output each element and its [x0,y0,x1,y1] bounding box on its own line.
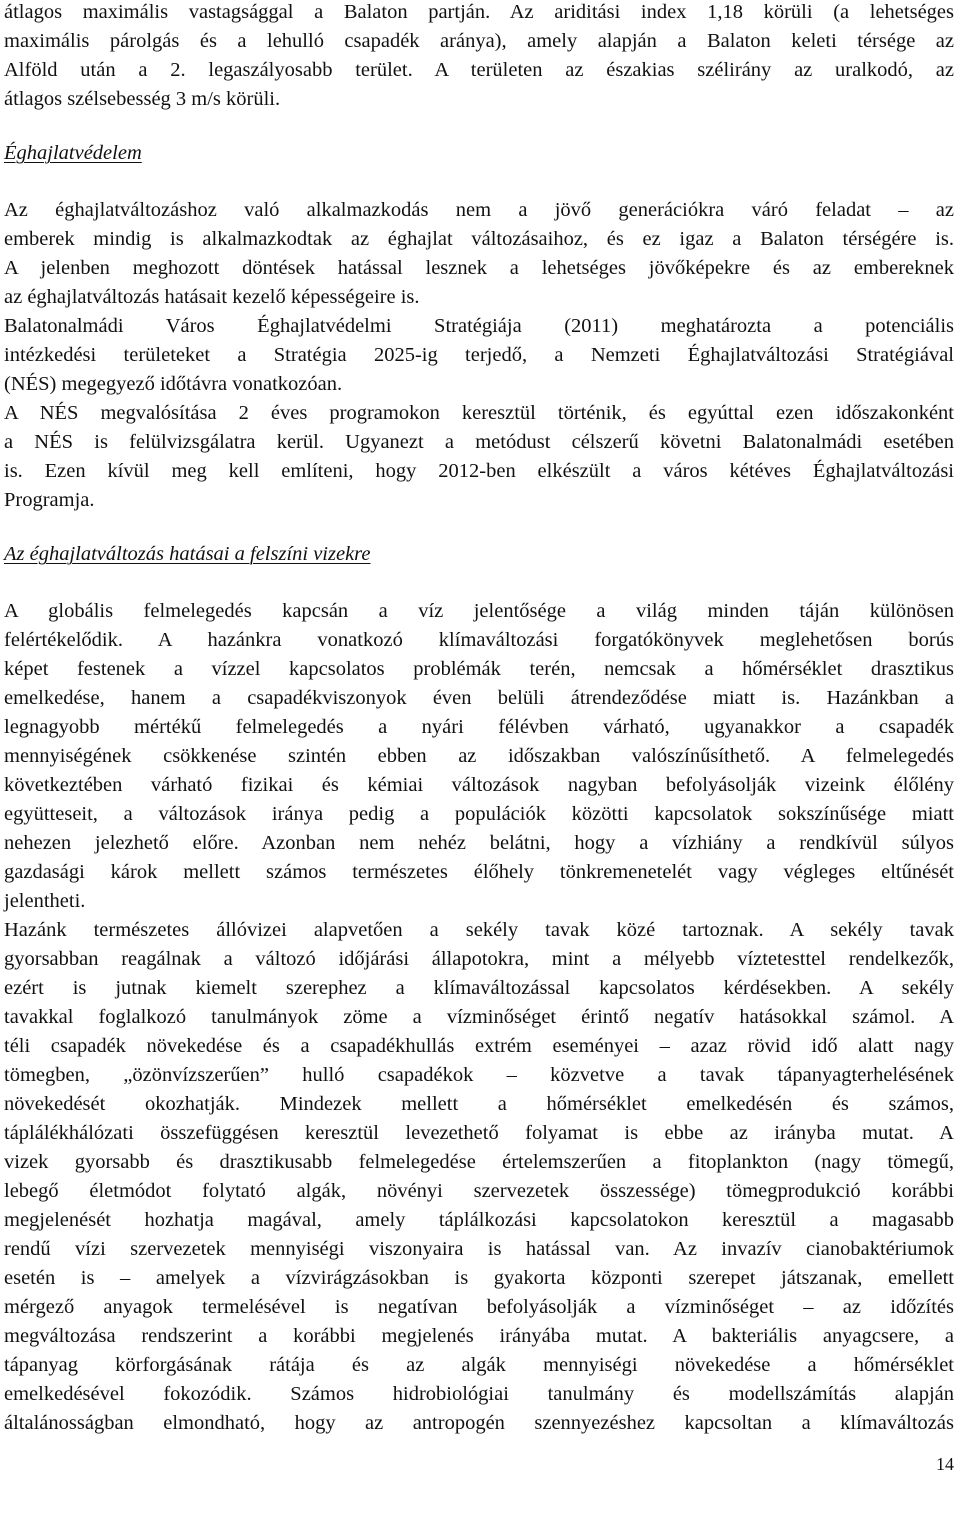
heading-text: Az éghajlatváltozás hatásai a felszíni vizekre [4,543,371,565]
text-line: nehezen jelezhető előre. Azonban nem nehéz belátni, hogy a vízhiány a rendkívül súlyos [4,832,954,854]
text-line: felértékelődik. A hazánkra vonatkozó klímaváltozási forgatókönyvek meglehetősen borús [4,629,954,651]
text-line: (NÉS) megegyező időtávra vonatkozóan. [4,373,343,395]
text-line: intézkedési területeket a Stratégia 2025-ig terjedő, a Nemzeti Éghajlatváltozási Stratégiával [4,344,954,366]
text-line: vizek gyorsabb és drasztikusabb felmelegedése értelemszerűen a fitoplankton (nagy tömegű, [4,1151,954,1173]
text-line: téli csapadék növekedése és a csapadékhullás extrém eseményei – azaz rövid idő alatt nagy [4,1035,954,1057]
text-line: rendű vízi szervezetek mennyiségi viszonyaira is hatással van. Az invazív cianobaktériumok [4,1238,954,1260]
text-line: gyorsabban reagálnak a változó időjárási állapotokra, mint a mélyebb víztetesttel rendelkezők, [4,948,954,970]
text-line: Az éghajlatváltozáshoz való alkalmazkodás nem a jövő generációkra váró feladat – az [4,199,954,221]
text-line: maximális párolgás és a lehulló csapadék aránya), amely alapján a Balaton keleti térsége az [4,30,954,52]
text-line: tápanyag körforgásának rátája és az algák mennyiségi növekedése a hőmérséklet [4,1354,954,1376]
text-line: jelentheti. [4,890,86,912]
text-line: átlagos maximális vastagsággal a Balaton partján. Az ariditási index 1,18 körüli (a lehetséges [4,1,954,23]
text-line: emelkedésével fokozódik. Számos hidrobiológiai tanulmány és modellszámítás alapján [4,1383,954,1405]
text-line: is. Ezen kívül meg kell említeni, hogy 2012-ben elkészült a város kétéves Éghajlatváltozási [4,460,954,482]
text-line: Alföld után a 2. legaszályosabb terület. A területen az északias szélirány az uralkodó, az [4,59,954,81]
text-line: együtteseit, a változások iránya pedig a populációk közötti kapcsolatok sokszínűsége miatt [4,803,954,825]
section1-body [4,196,954,515]
text-line: általánosságban elmondható, hogy az antropogén szennyezéshez kapcsoltan a klímaváltozás [4,1412,954,1434]
text-line: az éghajlatváltozás hatásait kezelő képességeire is. [4,286,420,308]
intro-paragraph [4,0,954,114]
text-line: következtében várható fizikai és kémiai változások nagyban befolyásolják vizeink élőlény [4,774,954,796]
text-line: A globális felmelegedés kapcsán a víz jelentősége a világ minden táján különösen [4,600,954,622]
spacer [4,168,954,196]
text-line: növekedését okozhatják. Mindezek mellett a hőmérséklet emelkedésén és számos, [4,1093,954,1115]
text-line: megjelenését hozhatja magával, amely táplálkozási kapcsolatokon keresztül a magasabb [4,1209,954,1231]
text-line: táplálékhálózati összefüggésen keresztül levezethető folyamat is ebbe az irányba mutat. A [4,1122,954,1144]
text-line: emberek mindig is alkalmazkodtak az éghajlat változásaihoz, és ez igaz a Balaton térségére is. [4,228,954,250]
text-line: mérgező anyagok termelésével is negatívan befolyásolják a vízminőséget – az időzítés [4,1296,954,1318]
text-line: átlagos szélsebesség 3 m/s körüli. [4,88,281,110]
text-line: A NÉS megvalósítása 2 éves programokon keresztül történik, és egyúttal ezen időszakonként [4,402,954,424]
document-page [4,0,954,1438]
text-line: lebegő életmódot folytató algák, növényi szervezetek összessége) tömegprodukció korábbi [4,1180,954,1202]
text-line: legnagyobb mértékű felmelegedés a nyári félévben várható, ugyanakkor a csapadék [4,716,954,738]
text-line: Programja. [4,489,95,511]
text-line: Hazánk természetes állóvizei alapvetően a sekély tavak közé tartoznak. A sekély tavak [4,919,954,941]
heading-text: Éghajlatvédelem [4,142,142,164]
page-number: 14 [936,1454,954,1474]
text-line: tömegben, „özönvízszerűen” hulló csapadékok – közvetve a tavak tápanyagterhelésének [4,1064,954,1086]
text-line: Balatonalmádi Város Éghajlatvédelmi Stratégiája (2011) meghatározta a potenciális [4,315,954,337]
section-heading-felszini-vizek [4,540,954,569]
spacer [4,114,954,139]
text-line: tavakkal foglalkozó tanulmányok zöme a vízminőséget érintő negatív hatásokkal számol. A [4,1006,954,1028]
section2-body [4,597,954,1438]
spacer [4,569,954,597]
text-line: a NÉS is felülvizsgálatra kerül. Ugyanezt a metódust célszerű követni Balatonalmádi esetében [4,431,954,453]
text-line: megváltozása rendszerint a korábbi megjelenés irányába mutat. A bakteriális anyagcsere, a [4,1325,954,1347]
section-heading-eghajlatvedelem [4,139,954,168]
text-line: emelkedése, hanem a csapadékviszonyok éven belüli átrendeződése miatt is. Hazánkban a [4,687,954,709]
text-line: ezért is jutnak kiemelt szerephez a klímaváltozással kapcsolatos kérdésekben. A sekély [4,977,954,999]
text-line: gazdasági károk mellett számos természetes élőhely tönkremenetelét vagy végleges eltűnését [4,861,954,883]
spacer [4,515,954,540]
text-line: képet festenek a vízzel kapcsolatos problémák terén, nemcsak a hőmérséklet drasztikus [4,658,954,680]
text-line: mennyiségének csökkenése szintén ebben az időszakban valószínűsíthető. A felmelegedés [4,745,954,767]
text-line: esetén is – amelyek a vízvirágzásokban is gyakorta központi szerepet játszanak, emellett [4,1267,954,1289]
text-line: A jelenben meghozott döntések hatással lesznek a lehetséges jövőképekre és az embereknek [4,257,954,279]
